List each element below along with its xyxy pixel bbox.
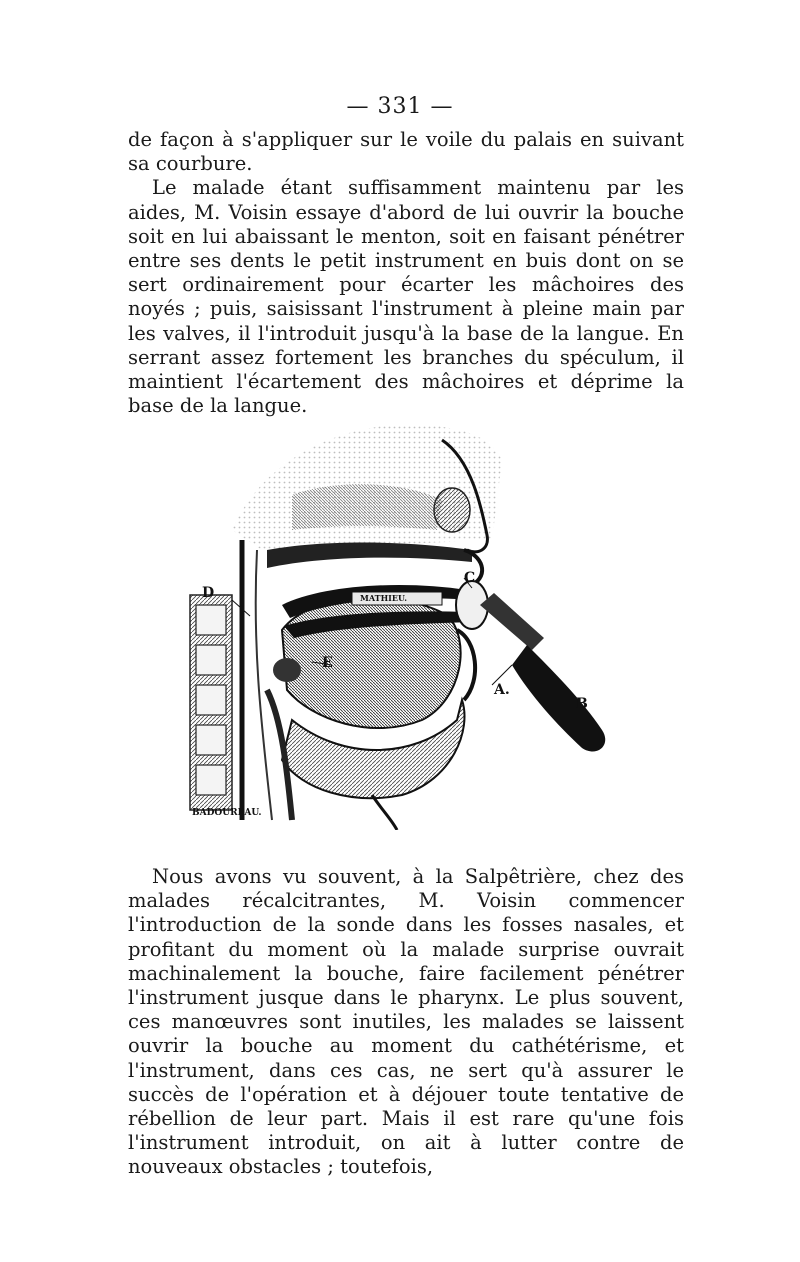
- text-block-bottom: [128, 865, 684, 1180]
- vertebrae: [196, 605, 226, 795]
- engraver-signature: BADOUREAU.: [192, 808, 262, 818]
- text-block-top: [128, 128, 684, 418]
- instrument-maker-mark: MATHIEU.: [360, 593, 408, 603]
- figure-label-d: D: [202, 585, 215, 601]
- figure-label-c: C: [464, 570, 476, 586]
- paragraph-voisin-procedure: Le malade étant suffisamment maintenu par les aides, M. Voisin essaye d'abord de lui ouvrir la bouche soit en lui abaissant le menton, soit en faisant pénétrer entre ses dents le petit instrument en buis dont on se sert ordinairement pour écarter les mâchoires des noyés ; puis, saisissant l'instrument à pleine main par les valves, il l'introduit jusqu'à la base de la langue. En serrant assez fortement les branches du spéculum, il maintient l'écartement des mâchoires et déprime la base de la langue.: [128, 176, 684, 418]
- palate: [267, 543, 472, 569]
- figure-label-e: E: [322, 655, 333, 671]
- anatomical-figure: [172, 400, 642, 830]
- speculum-grip: [512, 645, 605, 752]
- pharynx-inner: [256, 550, 272, 820]
- epiglottis: [273, 658, 301, 682]
- page-number: — 331 —: [346, 94, 454, 119]
- figure-label-b: B: [576, 696, 588, 712]
- speculum-illustration: [172, 400, 642, 830]
- speculum-handle: [480, 593, 544, 650]
- figure-label-a: A.: [494, 682, 510, 698]
- neck-outline: [372, 795, 397, 830]
- paragraph-continuation: de façon à s'appliquer sur le voile du palais en suivant sa courbure.: [128, 128, 684, 176]
- paragraph-salpetriere: Nous avons vu souvent, à la Salpêtrière, chez des malades récalcitrantes, M. Voisin commencer l'introduction de la sonde dans les fosses nasales, et profitant du moment où la malade surprise ouvrait machinalement la bouche, faire facilement pénétrer l'instrument jusque dans le pharynx. Le plus souvent, ces manœuvres sont inutiles, les malades se laissent ouvrir la bouche au moment du cathétérisme, et l'instrument, dans ces cas, ne sert qu'à assurer le succès de l'opération et à déjouer toute tentative de rébellion de leur part. Mais il est rare qu'une fois l'instrument introduit, on ait à lutter contre de nouveaux obstacles ; toutefois,: [128, 865, 684, 1179]
